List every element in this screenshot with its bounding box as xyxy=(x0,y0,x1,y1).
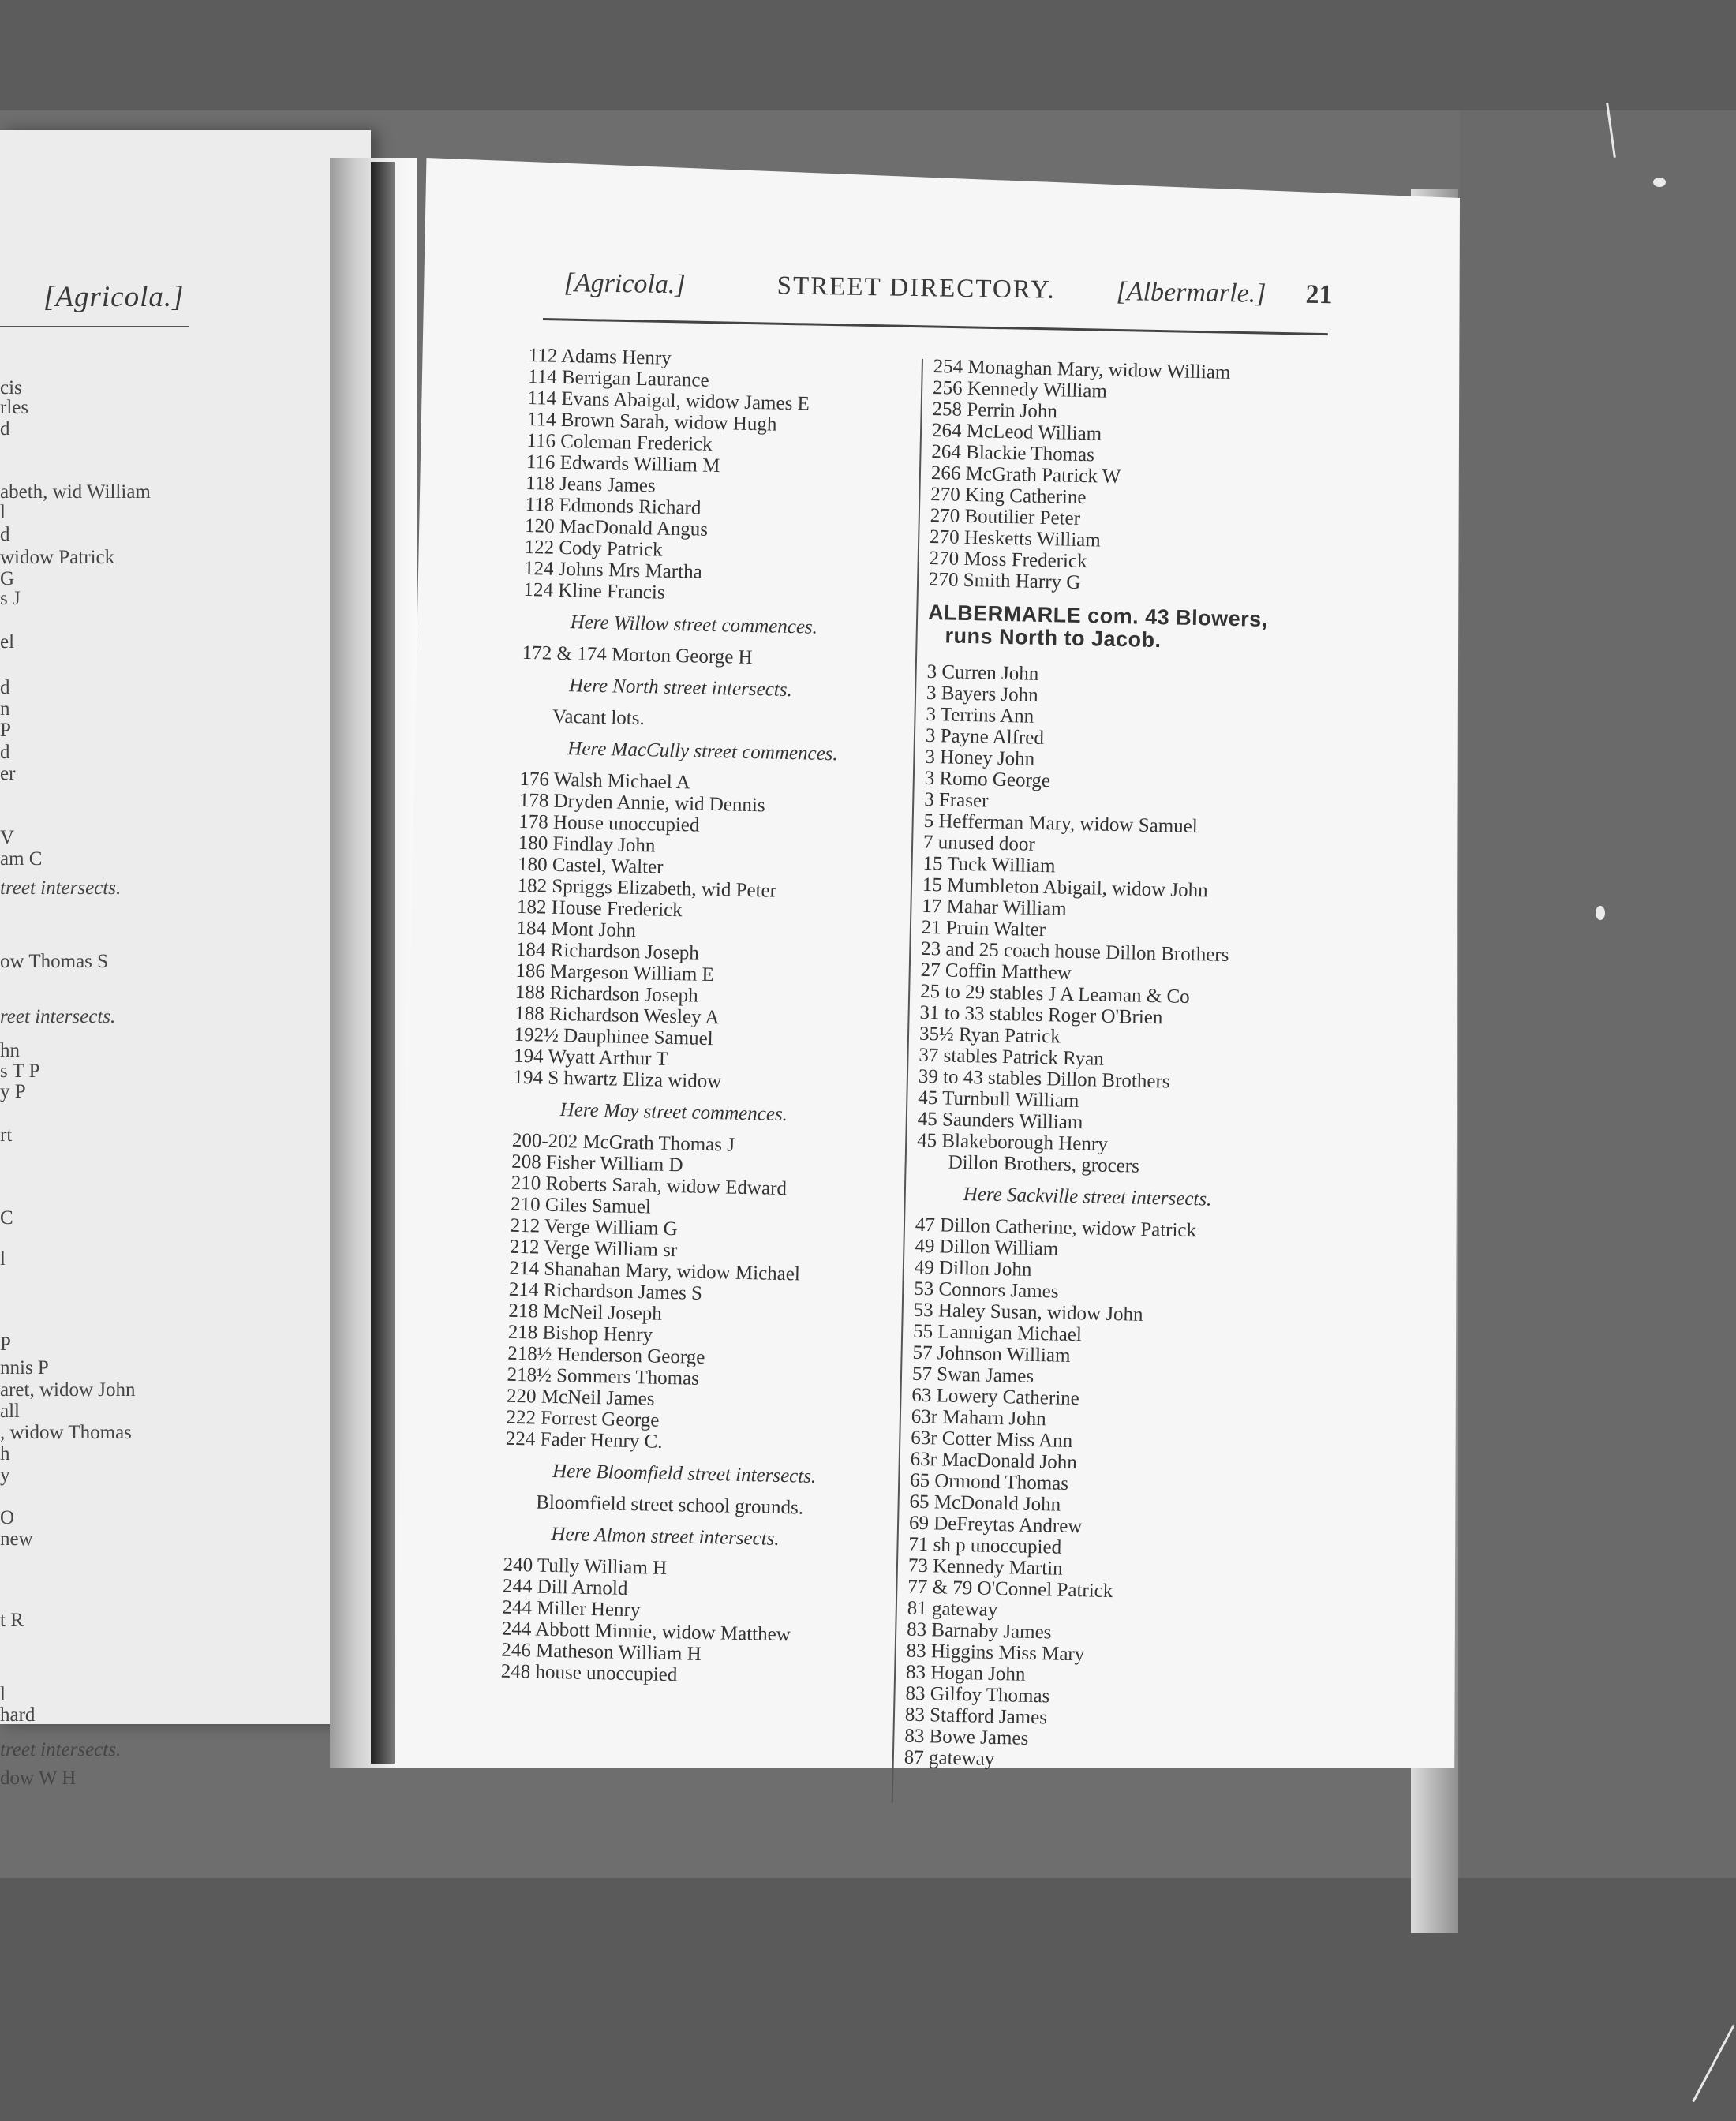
directory-entry: 176 Walsh Michael A xyxy=(519,768,690,794)
directory-entry: 65 McDonald John xyxy=(909,1491,1061,1516)
left-page-fragment: l xyxy=(0,502,6,523)
left-header-rule xyxy=(0,326,189,327)
directory-entry: 31 to 33 stables Roger O'Brien xyxy=(919,1001,1163,1029)
directory-entry: 178 Dryden Annie, wid Dennis xyxy=(518,789,765,817)
left-page-fragment: rles xyxy=(0,397,29,418)
directory-remark: Bloomfield street school grounds. xyxy=(535,1491,804,1519)
directory-entry: 55 Lannigan Michael xyxy=(912,1320,1083,1346)
directory-entry: 256 Kennedy William xyxy=(932,376,1108,402)
left-page-fragment: abeth, wid William xyxy=(0,481,151,503)
directory-entry: 184 Mont John xyxy=(516,917,637,942)
directory-entry: 63r MacDonald John xyxy=(910,1448,1078,1474)
directory-entry: 3 Curren John xyxy=(926,660,1039,685)
left-page-fragment: am C xyxy=(0,848,43,870)
directory-entry: 23 and 25 coach house Dillon Brothers xyxy=(920,937,1229,967)
directory-entry: 69 DeFreytas Andrew xyxy=(908,1512,1083,1538)
directory-entry: 73 Kennedy Martin xyxy=(907,1554,1063,1580)
directory-entry: 270 King Catherine xyxy=(930,483,1087,509)
directory-entry: 270 Hesketts William xyxy=(929,526,1102,552)
directory-entry: 188 Richardson Wesley A xyxy=(514,1002,720,1029)
directory-entry: 214 Shanahan Mary, widow Michael xyxy=(509,1257,801,1285)
directory-entry: 264 McLeod William xyxy=(931,419,1102,445)
directory-entry: 77 & 79 O'Connel Patrick xyxy=(907,1576,1113,1603)
directory-entry: 182 Spriggs Elizabeth, wid Peter xyxy=(517,874,777,902)
left-page-fragment: er xyxy=(0,763,16,784)
directory-entry: 57 Swan James xyxy=(911,1363,1034,1387)
directory-entry: 39 to 43 stables Dillon Brothers xyxy=(918,1065,1170,1093)
directory-entry: 112 Adams Henry xyxy=(528,345,672,369)
directory-entry: 248 house unoccupied xyxy=(500,1660,678,1686)
directory-remark: Vacant lots. xyxy=(552,705,645,730)
left-page-fragment: ow Thomas S xyxy=(0,951,109,972)
directory-entry: 270 Smith Harry G xyxy=(928,568,1081,593)
directory-entry: 180 Castel, Walter xyxy=(517,853,664,878)
directory-entry: 214 Richardson James S xyxy=(508,1278,703,1304)
directory-entry: 27 Coffin Matthew xyxy=(920,959,1072,984)
directory-entry: 63r Cotter Miss Ann xyxy=(910,1427,1073,1452)
directory-entry: 194 Wyatt Arthur T xyxy=(513,1045,668,1070)
directory-entry: 258 Perrin John xyxy=(932,398,1058,423)
left-page-fragment: P xyxy=(0,720,11,741)
directory-entry: 71 sh p unoccupied xyxy=(908,1533,1062,1558)
left-page-fragment: widow Patrick xyxy=(0,547,115,568)
directory-entry: 270 Boutilier Peter xyxy=(930,504,1081,529)
left-page-fragment: y P xyxy=(0,1081,26,1102)
background-right xyxy=(1460,110,1736,1925)
directory-entry: 208 Fisher William D xyxy=(511,1150,683,1176)
left-page-fragment: new xyxy=(0,1528,33,1550)
left-page-fragment: d xyxy=(0,418,10,440)
directory-entry: 21 Pruin Walter xyxy=(921,916,1046,941)
cross-street-note: Here Willow street commences. xyxy=(570,612,818,638)
left-page-fragment: P xyxy=(0,1334,11,1355)
left-page-fragment: all xyxy=(0,1401,20,1422)
directory-entry: 246 Matheson William H xyxy=(501,1639,702,1665)
directory-entry: 210 Roberts Sarah, widow Edward xyxy=(511,1172,788,1200)
directory-entry: 212 Verge William G xyxy=(510,1214,679,1240)
directory-entry: 114 Brown Sarah, widow Hugh xyxy=(526,408,777,436)
left-page-fragment: treet intersects. xyxy=(0,1739,122,1760)
directory-entry: 114 Evans Abaigal, widow James E xyxy=(527,387,810,415)
directory-entry: 218 Bishop Henry xyxy=(507,1321,653,1346)
left-page-fragment: dow W H xyxy=(0,1768,77,1789)
left-page-fragment: hn xyxy=(0,1040,20,1061)
left-page-fragment: nnis P xyxy=(0,1357,49,1378)
directory-entry: 7 unused door xyxy=(922,831,1035,855)
directory-entry: 270 Moss Frederick xyxy=(929,547,1087,573)
directory-entry: 83 Higgins Miss Mary xyxy=(906,1640,1085,1666)
left-page-fragment: treet intersects. xyxy=(0,877,122,899)
left-page-fragment: h xyxy=(0,1443,10,1464)
directory-entry: 172 & 174 Morton George H xyxy=(522,642,753,669)
cross-street-note: Here May street commences. xyxy=(559,1099,788,1126)
directory-entry: 116 Edwards William M xyxy=(526,451,720,477)
left-page-fragment: hard xyxy=(0,1704,36,1726)
directory-entry: 15 Mumbleton Abigail, widow John xyxy=(922,873,1208,902)
left-page-fragment: G xyxy=(0,568,15,589)
directory-entry: 83 Stafford James xyxy=(904,1704,1048,1729)
directory-entry: 254 Monaghan Mary, widow William xyxy=(933,356,1231,383)
left-page-fragment: s T P xyxy=(0,1060,40,1082)
directory-entry: 45 Blakeborough Henry xyxy=(916,1129,1109,1155)
directory-entry: 81 gateway xyxy=(907,1597,998,1622)
directory-entry: 3 Terrins Ann xyxy=(926,703,1034,728)
directory-entry: 192½ Dauphinee Samuel xyxy=(514,1023,713,1050)
directory-entry: 210 Giles Samuel xyxy=(510,1193,652,1218)
left-page-fragment: n xyxy=(0,698,10,720)
directory-entry: 53 Haley Susan, widow John xyxy=(913,1299,1143,1326)
directory-entry: 200-202 McGrath Thomas J xyxy=(511,1129,735,1156)
directory-entry: 118 Jeans James xyxy=(526,472,656,497)
directory-entry: 87 gateway xyxy=(904,1746,995,1771)
directory-entry: 83 Hogan John xyxy=(905,1661,1026,1685)
directory-entry: 45 Saunders William xyxy=(917,1108,1083,1134)
street-heading xyxy=(927,601,1323,655)
left-page-fragment: aret, widow John xyxy=(0,1379,136,1401)
directory-entry: 124 Kline Francis xyxy=(523,578,665,604)
cross-street-note: Here Bloomfield street intersects. xyxy=(552,1460,817,1487)
directory-entry: 188 Richardson Joseph xyxy=(514,981,698,1007)
left-page-fragment: d xyxy=(0,677,10,698)
directory-entry: 180 Findlay John xyxy=(518,832,656,857)
left-page-fragment: rt xyxy=(0,1124,13,1146)
cross-street-note: Here North street intersects. xyxy=(568,675,793,701)
directory-entry: 244 Dill Arnold xyxy=(502,1575,628,1599)
background-top xyxy=(0,0,1736,110)
directory-column-1 xyxy=(501,345,892,1689)
directory-entry: 118 Edmonds Richard xyxy=(525,493,702,519)
scan-speck xyxy=(1653,178,1666,187)
directory-entry: 3 Fraser xyxy=(923,788,989,812)
directory-column-2 xyxy=(904,356,1328,1776)
directory-entry: 122 Cody Patrick xyxy=(524,536,663,561)
directory-entry: 25 to 29 stables J A Leaman & Co xyxy=(919,980,1190,1008)
directory-entry: 3 Honey John xyxy=(925,746,1035,770)
left-page-fragment: , widow Thomas xyxy=(0,1422,132,1443)
directory-entry: 222 Forrest George xyxy=(506,1406,660,1431)
directory-entry: 83 Barnaby James xyxy=(906,1618,1052,1644)
directory-entry: 244 Abbott Minnie, widow Matthew xyxy=(501,1618,791,1646)
directory-entry: 240 Tully William H xyxy=(503,1554,668,1580)
header-title: STREET DIRECTORY. xyxy=(776,271,1056,305)
cross-street-note: Here MacCully street commences. xyxy=(567,738,838,765)
directory-entry: Dillon Brothers, grocers xyxy=(948,1151,1140,1177)
directory-entry: 224 Fader Henry C. xyxy=(505,1427,663,1453)
left-page-fragment: s J xyxy=(0,588,21,609)
left-page-fragment: t R xyxy=(0,1610,24,1631)
directory-entry: 124 Johns Mrs Martha xyxy=(523,557,702,583)
directory-entry: 17 Mahar William xyxy=(922,895,1067,920)
directory-entry: 114 Berrigan Laurance xyxy=(527,365,709,391)
directory-entry: 218 McNeil Joseph xyxy=(508,1300,663,1325)
directory-entry: 194 S hwartz Eliza widow xyxy=(513,1066,722,1093)
scan-speck xyxy=(1596,906,1605,920)
street-heading-line: runs North to Jacob. xyxy=(945,623,1162,653)
left-page-fragment: reet intersects. xyxy=(0,1006,116,1027)
directory-entry: 63 Lowery Catherine xyxy=(911,1384,1080,1410)
directory-entry: 178 House unoccupied xyxy=(518,810,700,836)
cross-street-note: Here Sackville street intersects. xyxy=(963,1184,1212,1210)
left-page-fragment: O xyxy=(0,1507,15,1528)
header-left-range: [Agricola.] xyxy=(563,268,686,300)
directory-entry: 45 Turnbull William xyxy=(918,1087,1079,1113)
directory-entry: 49 Dillon John xyxy=(914,1256,1032,1281)
directory-entry: 37 stables Patrick Ryan xyxy=(919,1044,1105,1070)
directory-entry: 65 Ormond Thomas xyxy=(909,1469,1069,1494)
left-page-fragment: el xyxy=(0,631,15,653)
page-number: 21 xyxy=(1305,279,1333,310)
directory-entry: 220 McNeil James xyxy=(506,1385,655,1410)
left-page-fragment: V xyxy=(0,827,15,848)
directory-entry: 116 Coleman Frederick xyxy=(526,429,713,455)
directory-entry: 3 Payne Alfred xyxy=(925,724,1045,750)
book-spine xyxy=(371,162,395,1764)
left-page-fragment: d xyxy=(0,524,10,545)
directory-entry: 63r Maharn John xyxy=(911,1405,1046,1431)
directory-entry: 5 Hefferman Mary, widow Samuel xyxy=(923,810,1199,838)
directory-entry: 47 Dillon Catherine, widow Patrick xyxy=(915,1214,1197,1242)
directory-entry: 212 Verge William sr xyxy=(509,1236,678,1262)
left-page-fragment: d xyxy=(0,742,10,763)
directory-entry: 3 Romo George xyxy=(924,767,1051,792)
left-page xyxy=(0,130,371,1789)
directory-entry: 264 Blackie Thomas xyxy=(931,440,1095,466)
left-page-fragment: cis xyxy=(0,377,22,398)
background-bottom xyxy=(0,1878,1736,2121)
directory-entry: 186 Margeson William E xyxy=(515,960,715,986)
directory-entry: 15 Tuck William xyxy=(922,852,1056,877)
cross-street-note: Here Almon street intersects. xyxy=(551,1523,780,1550)
directory-entry: 83 Bowe James xyxy=(904,1725,1029,1749)
directory-entry: 35½ Ryan Patrick xyxy=(919,1023,1061,1048)
header-right-range: [Albermarle.] xyxy=(1116,276,1266,309)
left-page-fragment: l xyxy=(0,1248,6,1270)
directory-entry: 244 Miller Henry xyxy=(502,1596,641,1622)
left-page-fragment: C xyxy=(0,1207,13,1229)
directory-entry: 266 McGrath Patrick W xyxy=(930,462,1121,488)
directory-entry: 182 House Frederick xyxy=(516,896,683,922)
directory-entry: 120 MacDonald Angus xyxy=(524,514,709,541)
directory-entry: 53 Connors James xyxy=(913,1277,1059,1303)
directory-entry: 218½ Sommers Thomas xyxy=(507,1364,700,1390)
directory-entry: 3 Bayers John xyxy=(926,682,1038,706)
directory-entry: 83 Gilfoy Thomas xyxy=(905,1682,1050,1708)
directory-entry: 57 Johnson William xyxy=(912,1341,1071,1367)
left-running-head: [Agricola.] xyxy=(43,281,185,313)
directory-entry: 218½ Henderson George xyxy=(507,1342,705,1368)
left-page-fragment: y xyxy=(0,1464,10,1486)
directory-entry: 184 Richardson Joseph xyxy=(515,938,700,964)
left-page-fragment: l xyxy=(0,1684,6,1705)
street-heading-line: ALBERMARLE com. 43 Blowers, xyxy=(927,600,1268,631)
directory-entry: 49 Dillon William xyxy=(915,1235,1059,1260)
